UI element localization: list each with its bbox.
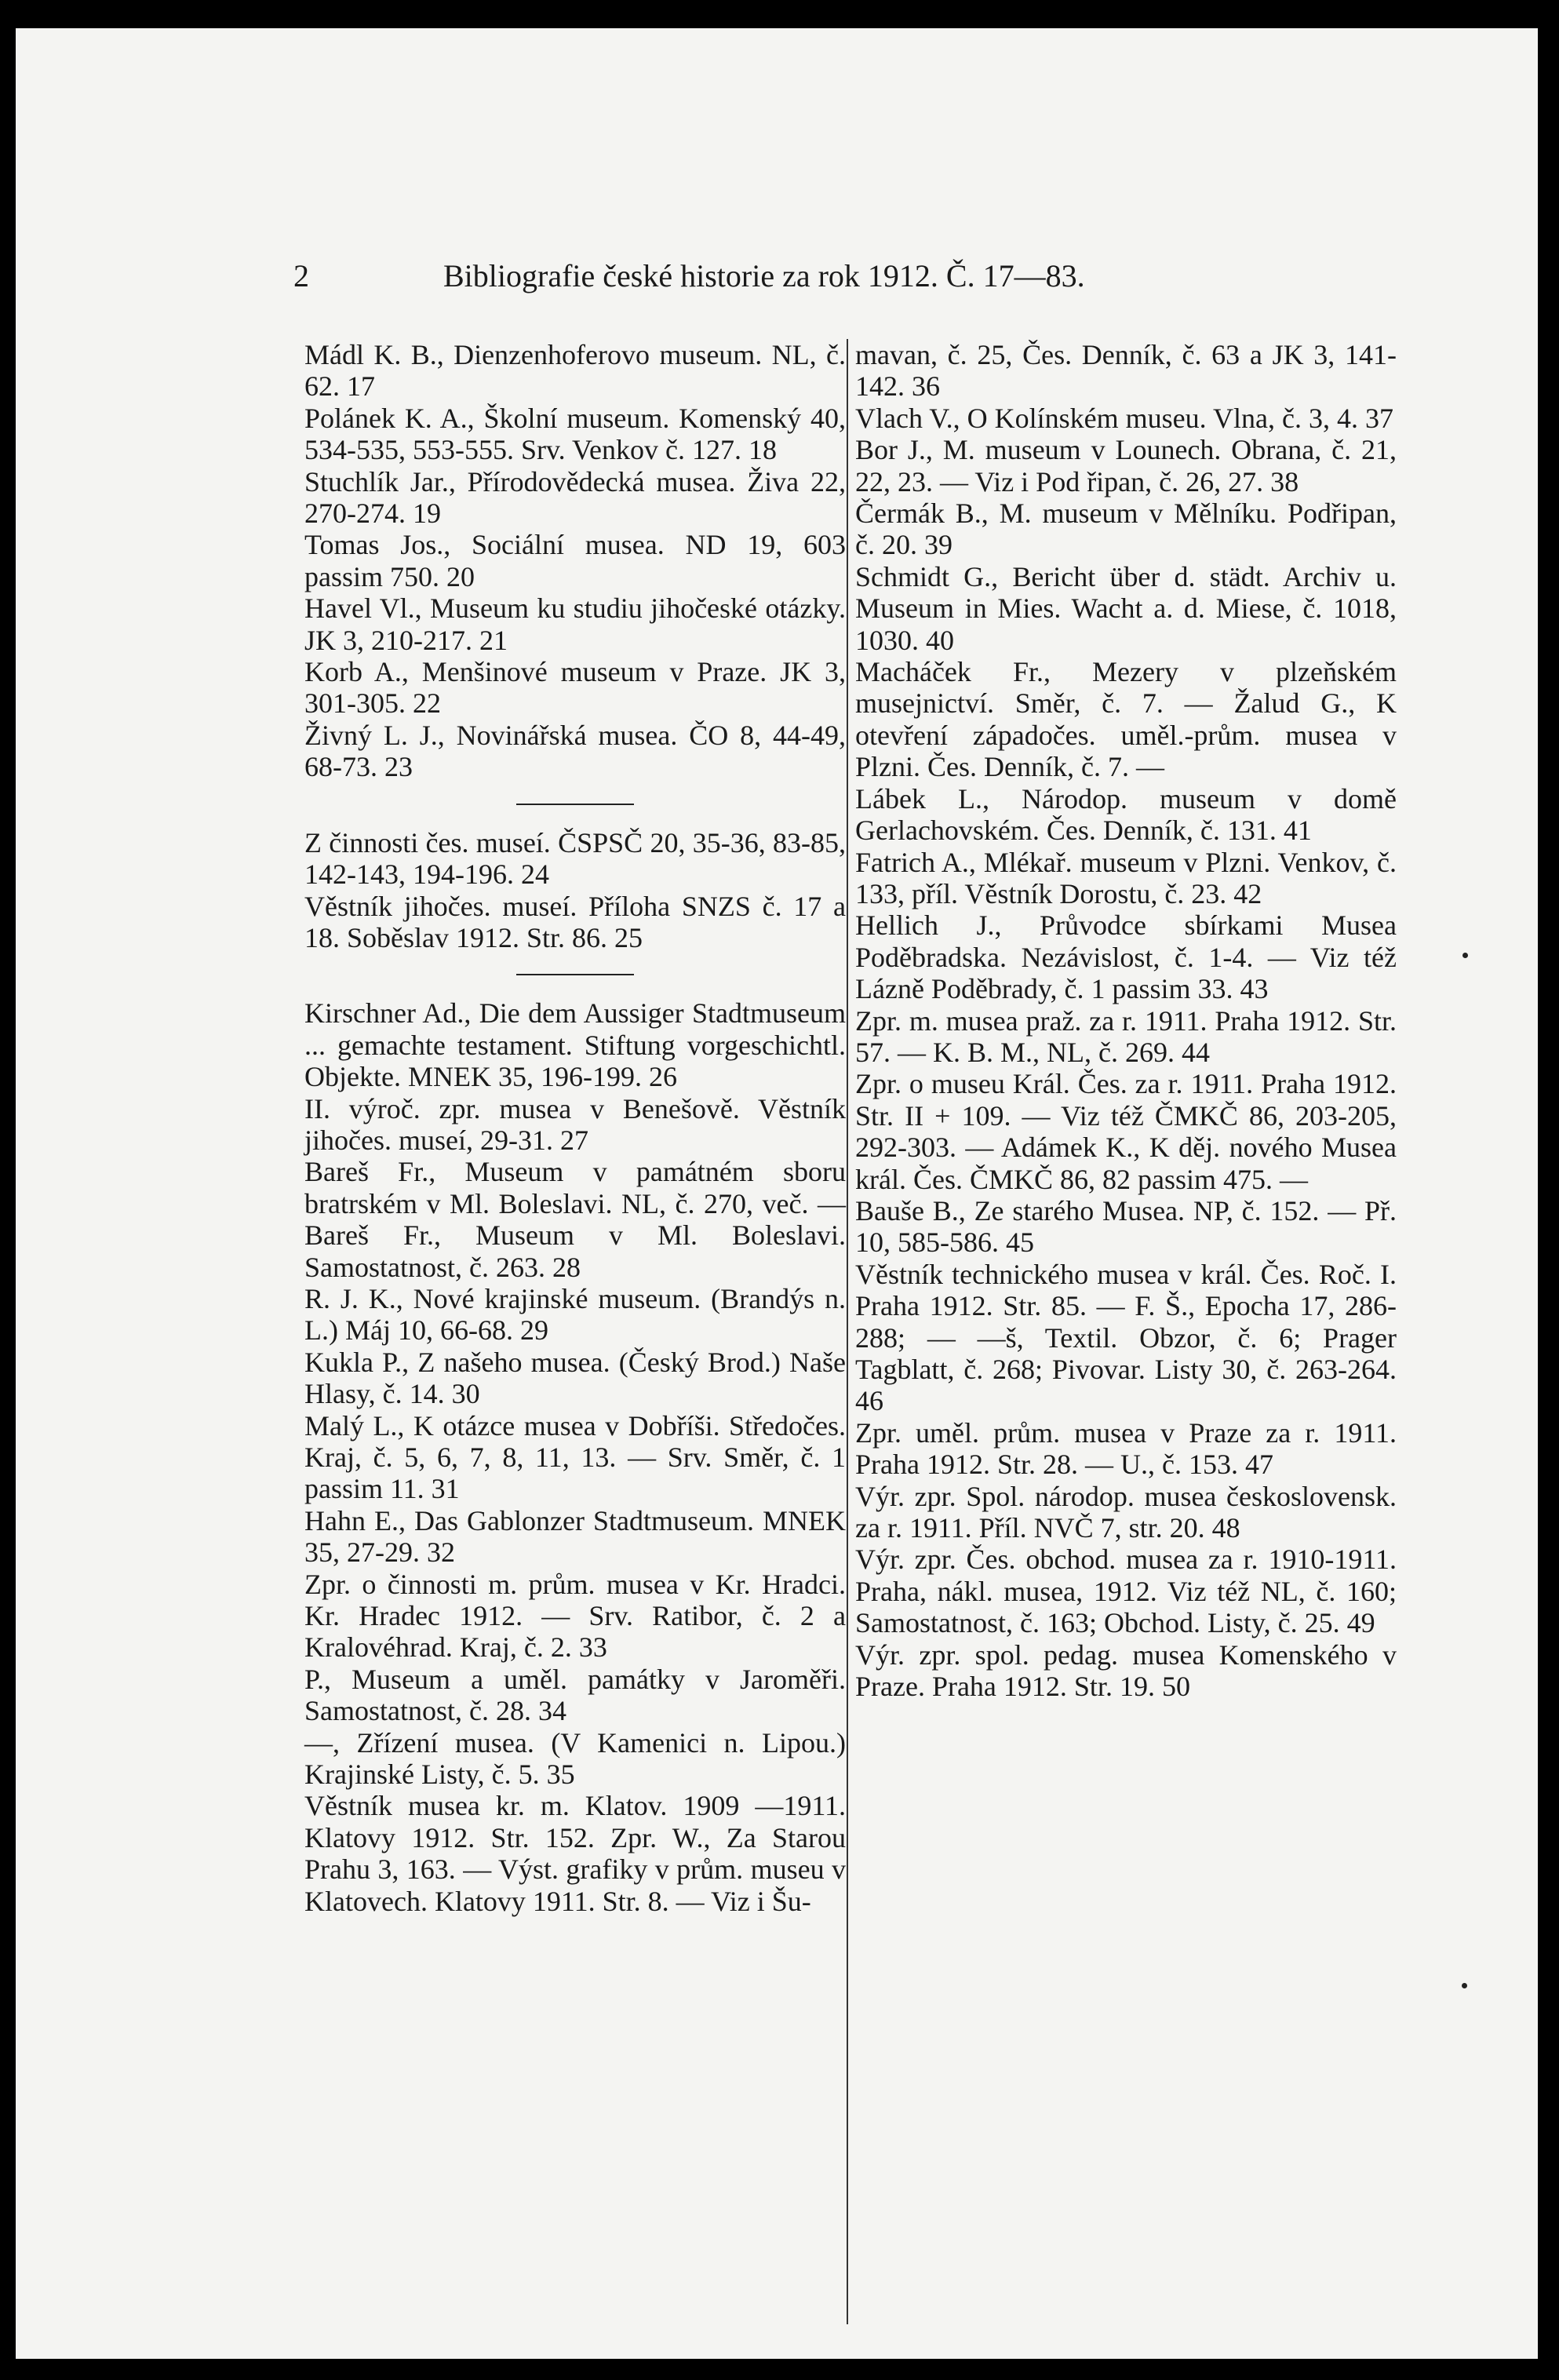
bibliography-entry: Věstník musea kr. m. Klatov. 1909 —1911. Klatovy 1912. Str. 152. Zpr. W., Za Starou Prahu 3, 163. — Výst. grafiky v prům. museu v Klatovech. Klatovy 1911. Str. 8. — Viz i Šu- [304,1790,846,1917]
bibliography-entry: mavan, č. 25, Čes. Denník, č. 63 a JK 3, 141-142. 36 [855,339,1397,403]
bibliography-entry: Kukla P., Z našeho musea. (Český Brod.) Naše Hlasy, č. 14. 30 [304,1346,846,1410]
bibliography-entry: Z činnosti čes. museí. ČSPSČ 20, 35-36, 83-85, 142-143, 194-196. 24 [304,826,846,891]
bibliography-entry: Výr. zpr. Čes. obchod. musea za r. 1910-1911. Praha, nákl. musea, 1912. Viz též NL, č. 160; Samostatnost, č. 163; Obchod. Listy, č. 25. 49 [855,1544,1397,1639]
bibliography-entry: Zpr. o činnosti m. prům. musea v Kr. Hradci. Kr. Hradec 1912. — Srv. Ratibor, č. 2 a Kralovéhrad. Kraj, č. 2. 33 [304,1568,846,1664]
bibliography-entry: Mádl K. B., Dienzenhoferovo museum. NL, č. 62. 17 [304,339,846,403]
bibliography-entry: Bor J., M. museum v Lounech. Obrana, č. 21, 22, 23. — Viz i Pod řipan, č. 26, 27. 38 [855,434,1397,498]
bibliography-entry: Živný L. J., Novinářská musea. ČO 8, 44-49, 68-73. 23 [304,719,846,783]
section-separator [516,804,634,805]
bibliography-entry: Hahn E., Das Gablonzer Stadtmuseum. MNEK 35, 27-29. 32 [304,1504,846,1569]
bibliography-entry: II. výroč. zpr. musea v Benešově. Věstník jihočes. museí, 29-31. 27 [304,1092,846,1156]
bibliography-entry: Fatrich A., Mlékař. museum v Plzni. Venkov, č. 133, příl. Věstník Dorostu, č. 23. 42 [855,846,1397,909]
bibliography-entry: Zpr. uměl. prům. musea v Praze za r. 1911. Praha 1912. Str. 28. — U., č. 153. 47 [855,1416,1397,1481]
column-rule [847,339,848,2324]
running-title: Bibliografie české historie za rok 1912. Č. 17—83. [443,258,1085,293]
bibliography-entry: Lábek L., Národop. museum v domě Gerlachovském. Čes. Denník, č. 131. 41 [855,782,1397,847]
bibliography-entry: P., Museum a uměl. památky v Jaroměři. Samostatnost, č. 28. 34 [304,1663,846,1727]
left-column [304,339,846,1917]
bibliography-entry: Čermák B., M. museum v Mělníku. Podřipan, č. 20. 39 [855,498,1397,561]
page-header [16,257,1538,297]
edge-dot [1462,1983,1467,1988]
bibliography-entry: Bauše B., Ze starého Musea. NP, č. 152. — Př. 10, 585-586. 45 [855,1194,1397,1259]
bibliography-entry: Zpr. m. musea praž. za r. 1911. Praha 1912. Str. 57. — K. B. M., NL, č. 269. 44 [855,1004,1397,1068]
bibliography-entry: Vlach V., O Kolínském museu. Vlna, č. 3, 4. 37 [855,402,1393,434]
page-number: 2 [293,258,309,293]
bibliography-entry: —, Zřízení musea. (V Kamenici n. Lipou.) Krajinské Listy, č. 5. 35 [304,1726,846,1791]
bibliography-entry: R. J. K., Nové krajinské museum. (Brandýs n. L.) Máj 10, 66-68. 29 [304,1282,846,1347]
bibliography-entry: Tomas Jos., Sociální musea. ND 19, 603 passim 750. 20 [304,529,846,592]
bibliography-entry: Stuchlík Jar., Přírodovědecká musea. Živa 22, 270-274. 19 [304,465,846,530]
bibliography-entry: Zpr. o museu Král. Čes. za r. 1911. Praha 1912. Str. II + 109. — Viz též ČMKČ 86, 203-205, 292-303. — Adámek K., K děj. nového Musea král. Čes. ČMKČ 86, 82 passim 475. — [855,1068,1397,1195]
page-scan [16,28,1538,2359]
bibliography-entry: Macháček Fr., Mezery v plzeňském musejnictví. Směr, č. 7. — Žalud G., K otevření západočes. uměl.-prům. musea v Plzni. Čes. Denník, č. 7. — [855,656,1397,783]
bibliography-entry: Bareš Fr., Museum v památném sboru bratrském v Ml. Boleslavi. NL, č. 270, več. — Bareš Fr., Museum v Ml. Boleslavi. Samostatnost, č. 263. 28 [304,1156,846,1283]
section-separator [516,974,634,975]
bibliography-entry: Havel Vl., Museum ku studiu jihočeské otázky. JK 3, 210-217. 21 [304,592,846,656]
bibliography-entry: Věstník technického musea v král. Čes. Roč. I. Praha 1912. Str. 85. — F. Š., Epocha 17, 286-288; — —š, Textil. Obzor, č. 6; Prager Tagblatt, č. 268; Pivovar. Listy 30, č. 263-264. 46 [855,1258,1397,1417]
bibliography-entry: Výr. zpr. Spol. národop. musea československ. za r. 1911. Příl. NVČ 7, str. 20. 48 [855,1480,1397,1544]
bibliography-entry: Věstník jihočes. museí. Příloha SNZS č. 17 a 18. Soběslav 1912. Str. 86. 25 [304,890,846,953]
bibliography-entry: Polánek K. A., Školní museum. Komenský 40, 534-535, 553-555. Srv. Venkov č. 127. 18 [304,402,846,466]
edge-dot [1462,953,1468,958]
bibliography-entry: Výr. zpr. spol. pedag. musea Komenského v Praze. Praha 1912. Str. 19. 50 [855,1638,1397,1703]
bibliography-entry: Korb A., Menšinové museum v Praze. JK 3, 301-305. 22 [304,656,846,720]
right-column [855,339,1397,1702]
bibliography-entry: Schmidt G., Bericht über d. städt. Archiv u. Museum in Mies. Wacht a. d. Miese, č. 1018, 1030. 40 [855,560,1397,656]
bibliography-entry: Kirschner Ad., Die dem Aussiger Stadtmuseum ... gemachte testament. Stiftung vorgeschichtl. Objekte. MNEK 35, 196-199. 26 [304,997,846,1093]
bibliography-entry: Malý L., K otázce musea v Dobříši. Středočes. Kraj, č. 5, 6, 7, 8, 11, 13. — Srv. Směr, č. 1 passim 11. 31 [304,1409,846,1505]
bibliography-entry: Hellich J., Průvodce sbírkami Musea Poděbradska. Nezávislost, č. 1-4. — Viz též Lázně Poděbrady, č. 1 passim 33. 43 [855,909,1397,1005]
